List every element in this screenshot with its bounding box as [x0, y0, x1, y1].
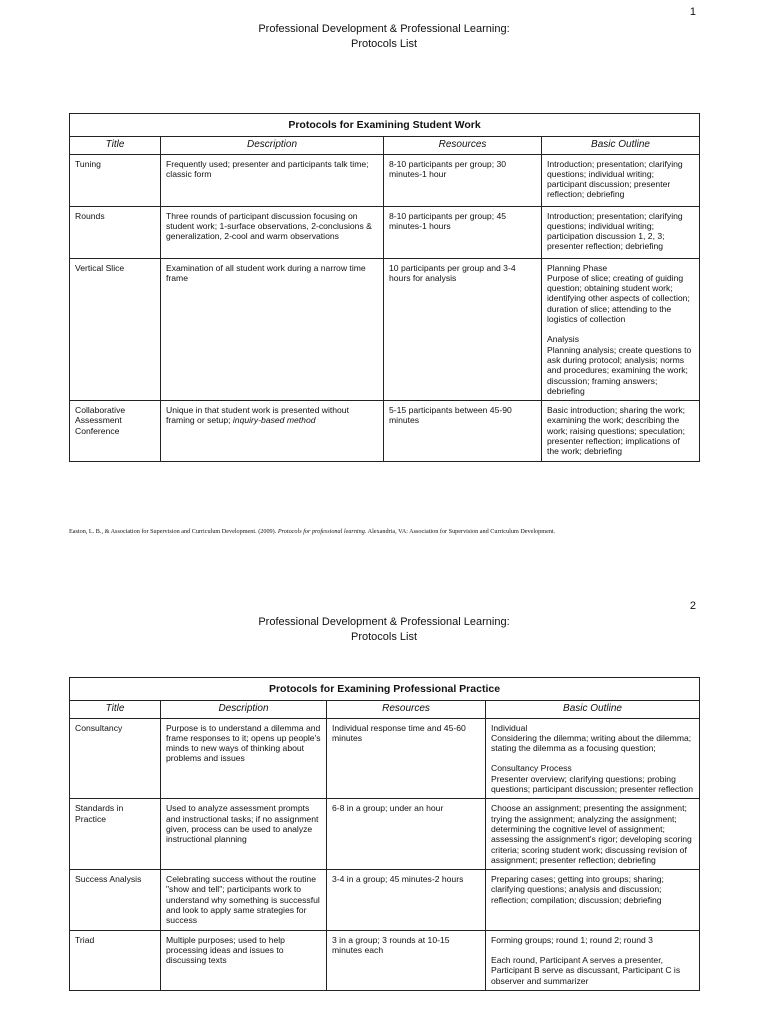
protocol-description: Purpose is to understand a dilemma and frame responses to it; opens up people's minds to new ways of thinking about problems and issues	[161, 718, 327, 799]
student-work-table	[69, 113, 700, 462]
outline-phase-body: Each round, Participant A serves a presenter, Participant B serve as discussant, Participant C is observer and summarizer	[491, 954, 681, 986]
outline-phase-body: Considering the dilemma; writing about the dilemma; stating the dilemma as a focusing question;	[491, 732, 692, 754]
protocol-description: Three rounds of participant discussion focusing on student work; 1-surface observations, 2-conclusions & generalization, 2-cool and warm observations	[161, 206, 384, 258]
column-header-row	[70, 137, 700, 154]
outline-phase-body: Purpose of slice; creating of guiding question; obtaining student work; identifying other aspects of collection; duration of slice; attending to the logistics of collection	[547, 272, 690, 325]
column-header-title: Title	[70, 701, 161, 718]
protocol-outline	[542, 258, 700, 401]
protocol-outline: Choose an assignment; presenting the assignment; trying the assignment; analyzing the assignment; determining the cognitive level of assignment; assessing the assignment's rigor; developing scoring criteria; scoring student work; discussing revision of assignment; presenter reflection; debriefing	[486, 799, 700, 870]
protocol-outline: Introduction; presentation; clarifying questions; individual writing; participation discussion 1, 2, 3; presenter reflection; debriefing	[542, 206, 700, 258]
outline-phase-heading: Planning Phase	[547, 262, 608, 273]
protocol-resources: 10 participants per group and 3-4 hours for analysis	[384, 258, 542, 401]
column-header-outline: Basic Outline	[542, 137, 700, 154]
table-row	[70, 799, 700, 870]
table-row	[70, 930, 700, 990]
header-line-2: Protocols List	[350, 631, 418, 643]
column-header-resources: Resources	[384, 137, 542, 154]
header-line-1: Professional Development & Professional Learning:	[258, 23, 510, 35]
page-number: 2	[689, 600, 696, 612]
protocol-title: Standards in Practice	[70, 799, 161, 870]
protocol-resources: 6-8 in a group; under an hour	[327, 799, 486, 870]
header-line-1: Professional Development & Professional Learning:	[258, 616, 510, 628]
citation	[69, 528, 709, 535]
table-row	[70, 154, 700, 206]
outline-phase-heading: Analysis	[547, 334, 579, 345]
protocol-description	[161, 401, 384, 461]
table-title: Protocols for Examining Professional Practice	[70, 678, 700, 701]
protocol-description: Multiple purposes; used to help processing ideas and issues to discussing texts	[161, 930, 327, 990]
protocol-description: Frequently used; presenter and participants talk time; classic form	[161, 154, 384, 206]
column-header-description: Description	[161, 701, 327, 718]
protocol-title: Tuning	[70, 154, 161, 206]
page-number: 1	[689, 6, 696, 18]
protocol-outline	[486, 930, 700, 990]
outline-phase-heading: Consultancy Process	[491, 763, 572, 774]
page-header	[0, 22, 768, 52]
citation-publisher: . Alexandria, VA: Association for Supervision and Curriculum Development.	[364, 528, 556, 535]
protocol-outline: Preparing cases; getting into groups; sharing; clarifying questions; analysis and discussion; reflection; compilation; discussion; debriefing	[486, 870, 700, 930]
table-title: Protocols for Examining Student Work	[70, 114, 700, 137]
protocol-resources: 8-10 participants per group; 45 minutes-1 hours	[384, 206, 542, 258]
protocol-resources: 3 in a group; 3 rounds at 10-15 minutes each	[327, 930, 486, 990]
column-header-outline: Basic Outline	[486, 701, 700, 718]
column-header-description: Description	[161, 137, 384, 154]
protocol-title: Success Analysis	[70, 870, 161, 930]
protocol-description: Used to analyze assessment prompts and instructional tasks; if no assignment given, process can be used to analyze instructional planning	[161, 799, 327, 870]
description-emphasis: inquiry-based method	[232, 415, 316, 426]
protocol-resources: 8-10 participants per group; 30 minutes-1 hour	[384, 154, 542, 206]
table-row	[70, 206, 700, 258]
outline-phase-heading: Individual	[491, 722, 528, 733]
protocol-outline: Introduction; presentation; clarifying questions; individual writing; participant discussion; presenter reflection; debriefing	[542, 154, 700, 206]
protocol-outline	[486, 718, 700, 799]
protocol-title: Consultancy	[70, 718, 161, 799]
table-row	[70, 870, 700, 930]
table-row	[70, 401, 700, 461]
outline-phase-heading: Forming groups; round 1; round 2; round 3	[491, 934, 653, 945]
professional-practice-table	[69, 677, 700, 991]
protocol-description: Examination of all student work during a narrow time frame	[161, 258, 384, 401]
column-header-title: Title	[70, 137, 161, 154]
page-header	[0, 615, 768, 645]
citation-title: Protocols for professional learning	[277, 528, 365, 535]
protocol-description: Celebrating success without the routine "show and tell"; participants work to understand why something is successful and look to apply same strategies for success	[161, 870, 327, 930]
protocol-title: Vertical Slice	[70, 258, 161, 401]
column-header-row	[70, 701, 700, 718]
protocol-title: Triad	[70, 930, 161, 990]
citation-authors: Easton, L. B., & Association for Supervision and Curriculum Development. (2009).	[69, 528, 278, 535]
table-row	[70, 258, 700, 401]
outline-phase-body: Planning analysis; create questions to ask during protocol; analysis; norms and procedures; examining the work; discussion; framing answers; debriefing	[547, 344, 692, 396]
protocol-resources: 3-4 in a group; 45 minutes-2 hours	[327, 870, 486, 930]
column-header-resources: Resources	[327, 701, 486, 718]
table-row	[70, 718, 700, 799]
protocol-outline: Basic introduction; sharing the work; examining the work; describing the work; raising questions; speculation; presenter reflection; implications of the work; debriefing	[542, 401, 700, 461]
protocol-resources: 5-15 participants between 45-90 minutes	[384, 401, 542, 461]
protocol-resources: Individual response time and 45-60 minutes	[327, 718, 486, 799]
header-line-2: Protocols List	[350, 38, 418, 50]
description-text: Unique in that student work is presented without framing or setup;	[166, 405, 349, 426]
outline-phase-body: Presenter overview; clarifying questions; probing questions; participant discussion; presenter reflection	[491, 773, 694, 795]
protocol-title: Rounds	[70, 206, 161, 258]
protocol-title: Collaborative Assessment Conference	[70, 401, 161, 461]
